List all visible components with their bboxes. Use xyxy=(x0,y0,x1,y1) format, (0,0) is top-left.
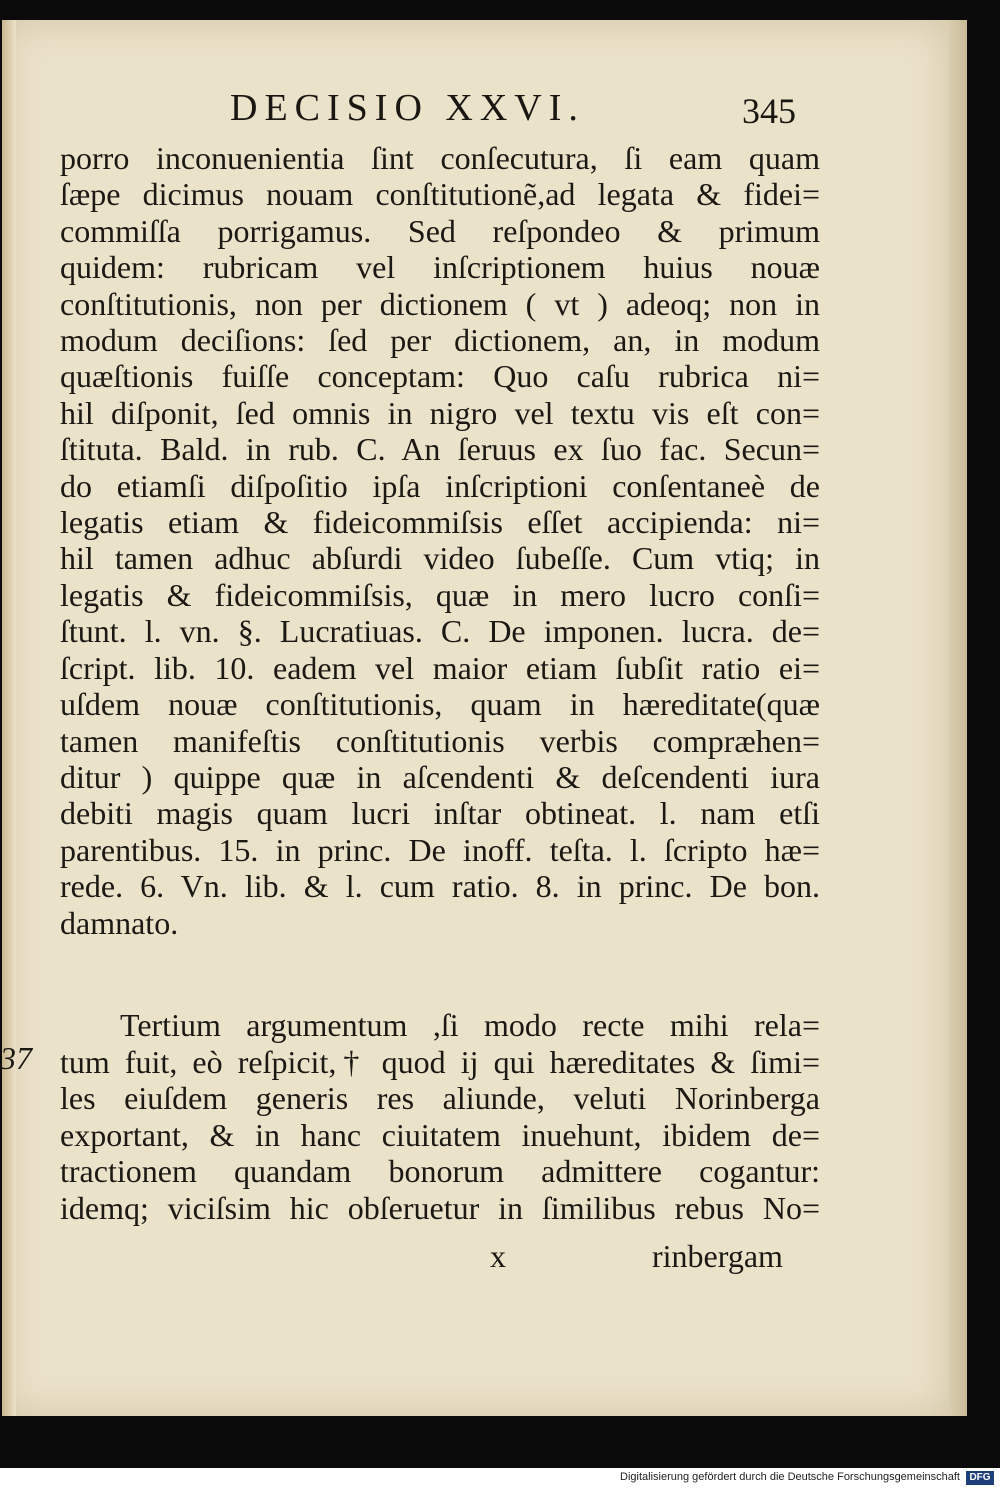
digitization-credit-bar xyxy=(0,1468,1000,1489)
text-line: legatis & fideicommiſsis, quæ in mero lucro conſi= xyxy=(60,576,820,613)
page-gutter-edge xyxy=(2,20,16,1416)
paragraph-2 xyxy=(60,1007,820,1227)
text-line: ſæpe dicimus nouam conſtitutionẽ,ad legata & fidei= xyxy=(60,176,820,213)
text-line: ſtituta. Bald. in rub. C. An ſeruus ex ſuo fac. Secun= xyxy=(60,431,820,468)
page-number: 345 xyxy=(742,91,796,131)
text-line: tum fuit, eò reſpicit,† quod ij qui hæreditates & ſimi= xyxy=(60,1043,820,1080)
text-line: rede. 6. Vn. lib. & l. cum ratio. 8. in princ. De bon. xyxy=(60,868,820,905)
dfg-logo-icon: DFG xyxy=(966,1471,994,1485)
text-line: quidem: rubricam vel inſcriptionem huius nouæ xyxy=(60,249,820,286)
text-line: tamen manifeſtis conſtitutionis verbis compræhen= xyxy=(60,722,820,759)
text-line: idemq; viciſsim hic obſeruetur in ſimilibus rebus No= xyxy=(60,1189,820,1226)
text-line: hil tamen adhuc abſurdi video ſubeſſe. Cum vtiq; in xyxy=(60,540,820,577)
text-line: les eiuſdem generis res aliunde, veluti Norinberga xyxy=(60,1080,820,1117)
text-line: porro inconuenientia ſint conſecutura, ſi eam quam xyxy=(60,140,820,176)
text-line-indented: Tertium argumentum ,ſi modo recte mihi rela= xyxy=(120,1007,820,1043)
page-fore-edge xyxy=(949,20,967,1416)
text-line: uſdem nouæ conſtitutionis, quam in hæreditate(quæ xyxy=(60,686,820,723)
text-line: modum deciſions: ſed per dictionem, an, in modum xyxy=(60,322,820,359)
text-line: tractionem quandam bonorum admittere cogantur: xyxy=(60,1153,820,1190)
text-line: hil diſponit, ſed omnis in nigro vel textu vis eſt con= xyxy=(60,394,820,431)
credit-text: Digitalisierung gefördert durch die Deutsche Forschungsgemeinschaft xyxy=(620,1471,960,1483)
text-line: damnato. xyxy=(60,904,179,941)
text-line: commiſſa porrigamus. Sed reſpondeo & primum xyxy=(60,212,820,249)
margin-note-number: 37 xyxy=(0,1040,32,1076)
text-line: legatis etiam & fideicommiſsis eſſet accipienda: ni= xyxy=(60,504,820,541)
text-line: ditur ) quippe quæ in aſcendenti & deſcendenti iura xyxy=(60,758,820,795)
text-line: do etiamſi diſpoſitio ipſa inſcriptioni conſentaneè de xyxy=(60,467,820,504)
signature-mark: x xyxy=(490,1238,506,1274)
text-line: ſcript. lib. 10. eadem vel maior etiam ſubſit ratio ei= xyxy=(60,649,820,686)
text-line: parentibus. 15. in princ. De inoff. teſta. l. ſcripto hæ= xyxy=(60,831,820,868)
running-head: DECISIO XXVI. xyxy=(230,87,585,129)
catchword: rinbergam xyxy=(652,1238,783,1274)
text-line: quæſtionis fuiſſe conceptam: Quo caſu rubrica ni= xyxy=(60,358,820,395)
text-line: ſtunt. l. vn. §. Lucratiuas. C. De imponen. lucra. de= xyxy=(60,613,820,650)
text-line: conſtitutionis, non per dictionem ( vt ) adeoq; non in xyxy=(60,285,820,322)
text-line: exportant, & in hanc ciuitatem inuehunt, ibidem de= xyxy=(60,1116,820,1153)
text-line: debiti magis quam lucri inſtar obtineat. l. nam etſi xyxy=(60,795,820,832)
paragraph-1 xyxy=(60,140,820,941)
